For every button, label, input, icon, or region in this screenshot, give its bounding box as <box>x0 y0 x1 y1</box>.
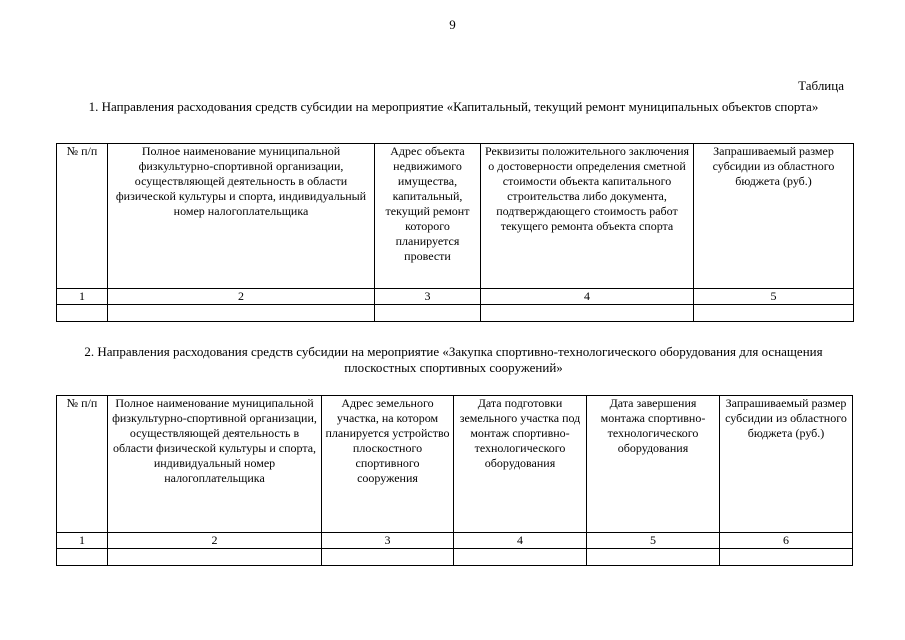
table-cell <box>322 549 454 566</box>
column-number: 5 <box>587 533 720 549</box>
column-header-requisites: Реквизиты положительного заключения о достоверности определения сметной стоимости объекта капитального строительства либо документа, подтверждающего стоимость работ текущего ремонта объекта спорта <box>481 144 694 289</box>
column-number: 1 <box>57 289 108 305</box>
column-header-address: Адрес объекта недвижимого имущества, капитальный, текущий ремонт которого планируется провести <box>375 144 481 289</box>
table-cell <box>108 305 375 322</box>
column-header-subsidy: Запрашиваемый размер субсидии из областного бюджета (руб.) <box>694 144 854 289</box>
column-header-organization: Полное наименование муниципальной физкультурно-спортивной организации, осуществляющей деятельность в области физической культуры и спорта, индивидуальный номер налогоплательщика <box>108 396 322 533</box>
table-header-row <box>57 396 853 533</box>
column-header-number: № п/п <box>57 144 108 289</box>
empty-data-row <box>57 549 853 566</box>
column-number: 3 <box>375 289 481 305</box>
table-label: Таблица <box>798 78 844 93</box>
table-cell <box>57 549 108 566</box>
column-number: 2 <box>108 289 375 305</box>
table-cell <box>481 305 694 322</box>
table-cell <box>720 549 853 566</box>
column-number: 5 <box>694 289 854 305</box>
section2-heading: 2. Направления расходования средств субсидии на мероприятие «Закупка спортивно-технологического оборудования для оснащения плоскостных спортивных сооружений» <box>84 344 823 375</box>
table-cell <box>694 305 854 322</box>
section1-table <box>56 143 854 322</box>
column-number: 6 <box>720 533 853 549</box>
table-cell <box>587 549 720 566</box>
table-cell <box>375 305 481 322</box>
empty-data-row <box>57 305 854 322</box>
table-header-row <box>57 144 854 289</box>
column-number-row <box>57 533 853 549</box>
column-number: 3 <box>322 533 454 549</box>
section1-heading: 1. Направления расходования средств субсидии на мероприятие «Капитальный, текущий ремонт муниципальных объектов спорта» <box>88 99 819 114</box>
table-cell <box>57 305 108 322</box>
column-header-subsidy: Запрашиваемый размер субсидии из областного бюджета (руб.) <box>720 396 853 533</box>
column-number: 4 <box>481 289 694 305</box>
column-number-row <box>57 289 854 305</box>
column-header-land-address: Адрес земельного участка, на котором планируется устройство плоскостного спортивного сооружения <box>322 396 454 533</box>
page-number: 9 <box>449 17 456 32</box>
table-cell <box>108 549 322 566</box>
column-header-organization: Полное наименование муниципальной физкультурно-спортивной организации, осуществляющей деятельность в области физической культуры и спорта, индивидуальный номер налогоплательщика <box>108 144 375 289</box>
column-number: 2 <box>108 533 322 549</box>
column-header-number: № п/п <box>57 396 108 533</box>
column-number: 4 <box>454 533 587 549</box>
section2-table <box>56 395 853 566</box>
column-header-completion-date: Дата завершения монтажа спортивно-технологического оборудования <box>587 396 720 533</box>
column-header-preparation-date: Дата подготовки земельного участка под монтаж спортивно-технологического оборудования <box>454 396 587 533</box>
table-cell <box>454 549 587 566</box>
column-number: 1 <box>57 533 108 549</box>
